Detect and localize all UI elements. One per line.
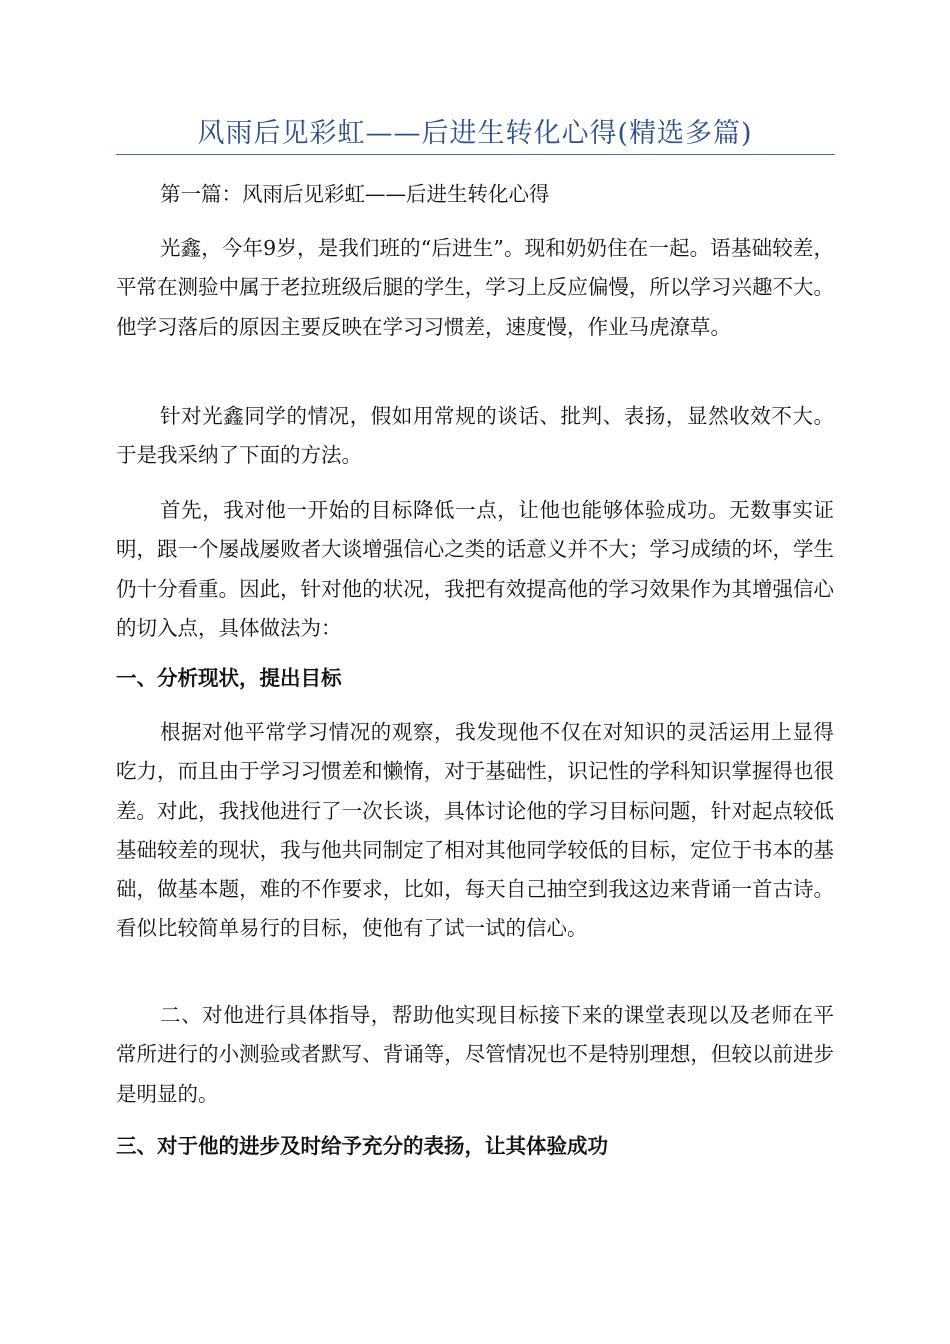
section-heading-1: 一、分析现状，提出目标 — [116, 666, 342, 690]
paragraph-4: 根据对他平常学习情况的观察，我发现他不仅在对知识的灵活运用上显得吃力，而且由于学习习惯差和懒惰，对于基础性，识记性的学科知识掌握得也很差。对此，我找他进行了一次长谈，具体讨论他的学习目标问题，针对起点较低基础较差的现状，我与他共同制定了相对其他同学较低的目标，定位于书本的基础，做基本题，难的不作要求，比如，每天自己抽空到我这边来背诵一首古诗。看似比较简单易行的目标，使他有了试一试的信心。 — [116, 720, 834, 941]
paragraph-1: 光鑫，今年9岁，是我们班的“后进生”。现和奶奶住在一起。语基础较差，平常在测验中属于老拉班级后腿的学生，学习上反应偏慢，所以学习兴趣不大。他学习落后的原因主要反映在学习习惯差，速度慢，作业马虎潦草。 — [116, 236, 834, 339]
paragraph-2: 针对光鑫同学的情况，假如用常规的谈话、批判、表扬，显然收效不大。于是我采纳了下面的方法。 — [116, 404, 834, 468]
paragraph-5: 二、对他进行具体指导，帮助他实现目标接下来的课堂表现以及老师在平常所进行的小测验或者默写、背诵等，尽管情况也不是特别理想，但较以前进步是明显的。 — [116, 1003, 834, 1106]
title-underline — [116, 154, 835, 155]
paragraph-3: 首先，我对他一开始的目标降低一点，让他也能够体验成功。无数事实证明，跟一个屡战屡败者大谈增强信心之类的话意义并不大；学习成绩的坏，学生仍十分看重。因此，针对他的状况，我把有效提高他的学习效果作为其增强信心的切入点，具体做法为： — [116, 498, 834, 640]
section-heading-3: 三、对于他的进步及时给予充分的表扬，让其体验成功 — [116, 1134, 608, 1158]
article-subtitle: 第一篇：风雨后见彩虹——后进生转化心得 — [160, 182, 550, 206]
document-title: 风雨后见彩虹——后进生转化心得(精选多篇) — [197, 118, 753, 149]
